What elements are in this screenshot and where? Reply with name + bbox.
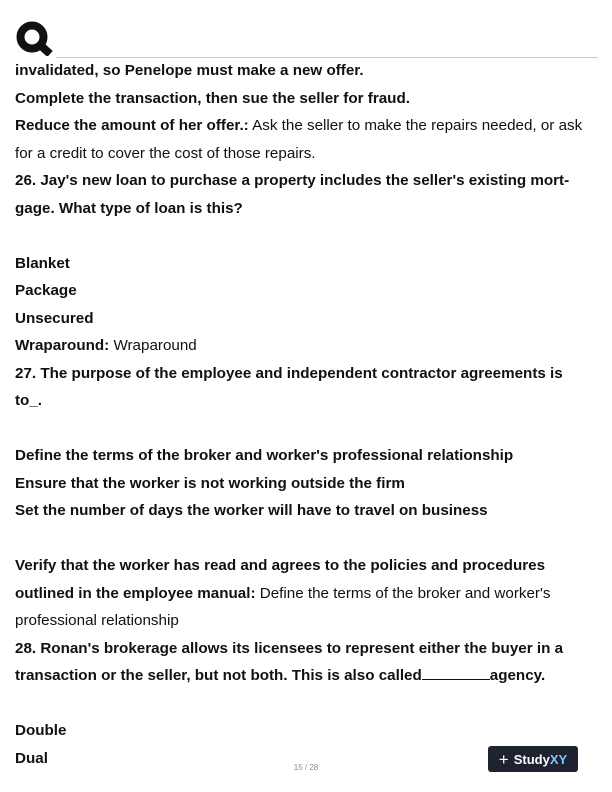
spacer	[15, 525, 599, 553]
page-indicator: 15 / 28	[293, 763, 319, 772]
studyxy-badge[interactable]	[488, 746, 578, 772]
quizlet-logo-icon	[14, 20, 56, 56]
correct-answer: Verify that the worker has read and agrees to the policies and procedures	[15, 557, 546, 574]
badge-study-text: Study	[513, 751, 550, 767]
answer-option: Dual	[15, 749, 48, 767]
badge-xy-text: XY	[549, 751, 568, 767]
correct-answer: Wraparound:	[15, 337, 110, 354]
answer-option: Blanket	[15, 254, 70, 272]
answer-explanation: for a credit to cover the cost of those repairs.	[15, 144, 316, 162]
answer-explanation: Define the terms of the broker and worker's	[255, 584, 551, 602]
answer-explanation: Ask the seller to make the repairs needed, or ask	[248, 117, 583, 134]
correct-answer: Reduce the amount of her offer.:	[15, 117, 249, 134]
fill-in-blank	[422, 666, 490, 680]
answer-option: Complete the transaction, then sue the seller for fraud.	[15, 89, 410, 107]
question-28-text: transaction or the seller, but not both. This is also called	[15, 667, 422, 684]
answer-explanation: professional relationship	[15, 612, 179, 629]
spacer	[15, 222, 599, 250]
answer-explanation: Wraparound	[109, 337, 197, 354]
answer-option: Set the number of days the worker will have to travel on business	[15, 502, 488, 519]
correct-answer: outlined in the employee manual:	[15, 584, 256, 602]
document-body	[15, 57, 599, 772]
plus-icon: +	[498, 749, 509, 769]
question-27-cont: to_.	[15, 392, 43, 409]
answer-option: invalidated, so Penelope must make a new offer.	[15, 62, 364, 79]
question-28-cont	[15, 662, 599, 690]
spacer	[15, 415, 599, 443]
answer-option: Unsecured	[15, 309, 94, 327]
answer-line	[15, 580, 599, 608]
spacer	[15, 690, 599, 718]
answer-option: Ensure that the worker is not working outside the firm	[15, 474, 405, 492]
question-26-cont: gage. What type of loan is this?	[15, 199, 243, 217]
question-28: 28. Ronan's brokerage allows its licensees to represent either the buyer in a	[15, 639, 564, 657]
answer-option: Package	[15, 282, 77, 299]
answer-line	[15, 112, 599, 140]
badge-label	[514, 752, 567, 767]
question-26: 26. Jay's new loan to purchase a property includes the seller's existing mort-	[15, 172, 570, 189]
question-27: 27. The purpose of the employee and independent contractor agreements is	[15, 364, 563, 382]
question-28-text: agency.	[489, 667, 546, 684]
answer-line	[15, 332, 599, 360]
answer-option: Define the terms of the broker and worker's professional relationship	[15, 447, 514, 464]
answer-option: Double	[15, 722, 67, 739]
